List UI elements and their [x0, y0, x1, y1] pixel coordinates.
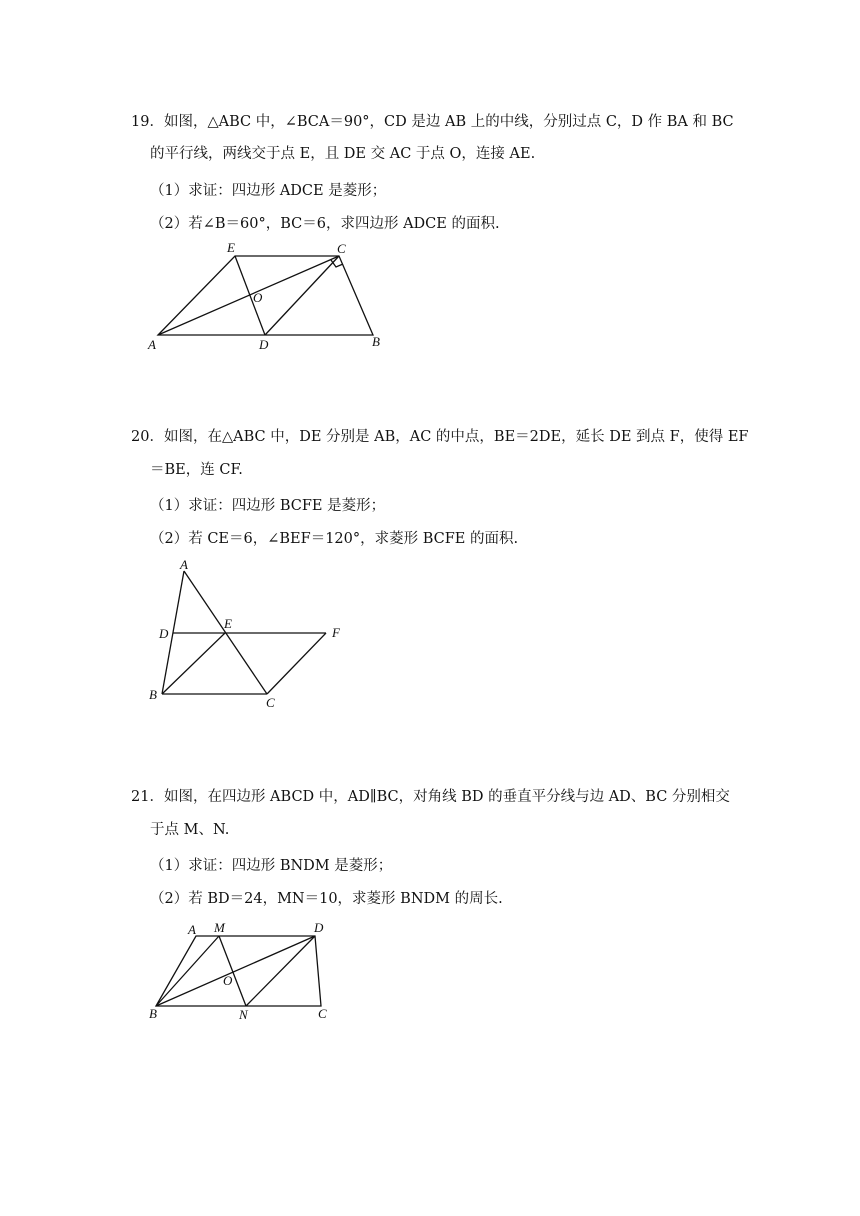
- figure-21-segment-bm: [156, 936, 219, 1006]
- problem-20-figure: [140, 555, 360, 715]
- figure-20-label-d: D: [159, 626, 169, 641]
- figure-21-label-a: A: [188, 922, 196, 937]
- problem-19-line-1: 19．如图，△ABC 中，∠BCA＝90°，CD 是边 AB 上的中线，分别过点 C，D 作 BA 和 BC: [131, 114, 734, 130]
- problem-20-line-1: 20．如图，在△ABC 中，DE 分别是 AB，AC 的中点，BE＝2DE，延长 DE 到点 F，使得 EF: [131, 429, 749, 445]
- problem-21-line-1: 21．如图，在四边形 ABCD 中，AD∥BC，对角线 BD 的垂直平分线与边 AD、BC 分别相交: [131, 789, 730, 805]
- figure-19-label-d: D: [259, 337, 269, 352]
- figure-21-label-c: C: [318, 1006, 327, 1021]
- problem-20-part-2: （2）若 CE＝6，∠BEF＝120°，求菱形 BCFE 的面积.: [150, 531, 519, 547]
- problem-21-line-2: 于点 M、N.: [150, 822, 230, 838]
- problem-19-part-1: （1）求证：四边形 ADCE 是菱形；: [150, 183, 387, 199]
- figure-20-label-a: A: [180, 557, 188, 572]
- problem-21-figure: [140, 915, 350, 1025]
- problem-20-line-2: ＝BE，连 CF.: [150, 462, 243, 478]
- figure-19-label-a: A: [148, 337, 156, 352]
- figure-19-label-b: B: [372, 334, 380, 349]
- figure-19-label-e: E: [227, 240, 235, 255]
- figure-21-segment-nd: [246, 936, 315, 1006]
- figure-21-label-d: D: [314, 920, 324, 935]
- figure-21-label-m: M: [214, 920, 225, 935]
- figure-19-label-o: O: [253, 290, 263, 305]
- figure-20-label-b: B: [149, 687, 157, 702]
- figure-19-segment-dc: [265, 256, 339, 335]
- problem-19-line-2: 的平行线，两线交于点 E，且 DE 交 AC 于点 O，连接 AE.: [150, 146, 536, 162]
- figure-19-ab-bc-ce-ea: [158, 256, 373, 335]
- figure-21-label-o: O: [223, 973, 233, 988]
- problem-21-part-1: （1）求证：四边形 BNDM 是菱形；: [150, 858, 393, 874]
- figure-21-label-b: B: [149, 1006, 157, 1021]
- figure-21-diagonal-bd: [156, 936, 315, 1006]
- problem-20-part-1: （1）求证：四边形 BCFE 是菱形；: [150, 498, 386, 514]
- problem-19-figure: [140, 236, 400, 356]
- figure-19-segment-ac: [158, 256, 339, 335]
- figure-20-label-f: F: [332, 625, 340, 640]
- figure-20-segment-cf: [267, 633, 326, 694]
- figure-21-segment-mn: [219, 936, 246, 1006]
- figure-20-label-c: C: [266, 695, 275, 710]
- figure-19-label-c: C: [337, 241, 346, 256]
- figure-21-label-n: N: [239, 1007, 248, 1022]
- figure-20-label-e: E: [224, 616, 232, 631]
- problem-19-part-2: （2）若∠B＝60°，BC＝6，求四边形 ADCE 的面积.: [150, 216, 500, 232]
- problem-21-part-2: （2）若 BD＝24，MN＝10，求菱形 BNDM 的周长.: [150, 891, 503, 907]
